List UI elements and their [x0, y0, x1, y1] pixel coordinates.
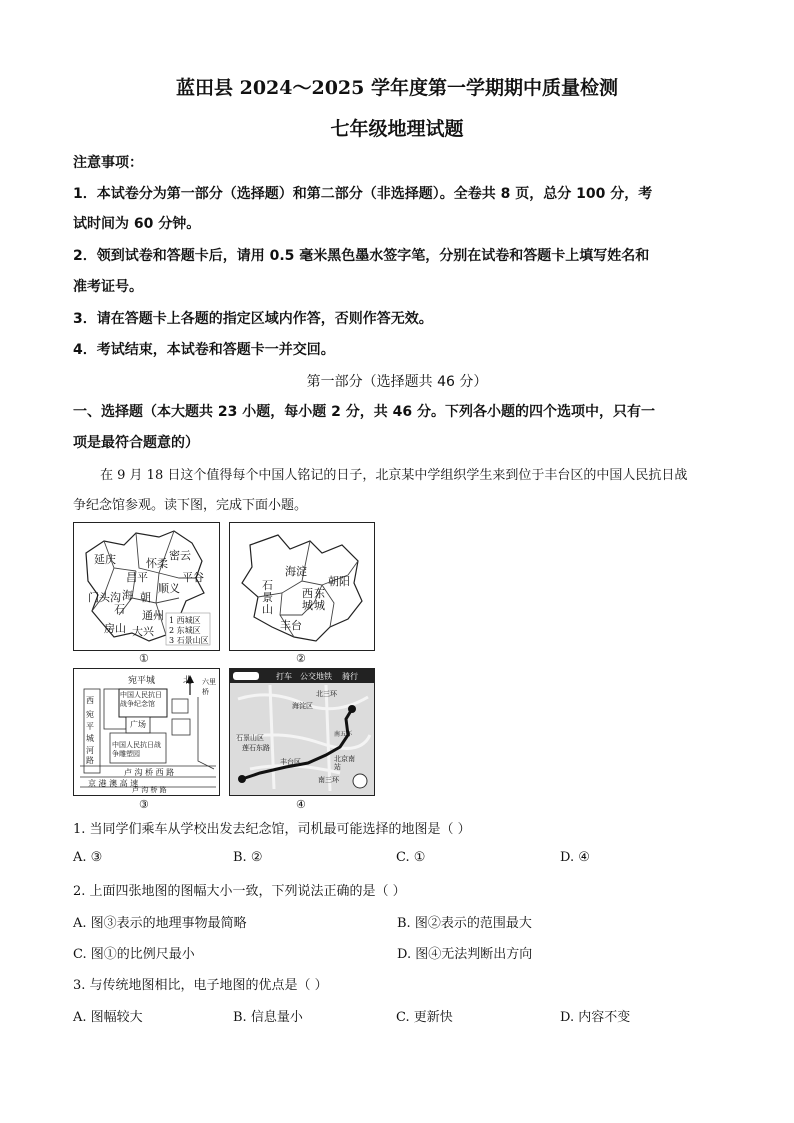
- question-3-stem: 3. 与传统地图相比，电子地图的优点是（ ）: [73, 978, 328, 993]
- question-2-stem: 2. 上面四张地图的图幅大小一致，下列说法正确的是（ ）: [73, 884, 406, 899]
- map-1-caption: ①: [139, 652, 149, 665]
- map1-legend-1: 1 西城区: [169, 616, 201, 625]
- map3-left-char-5: 河: [86, 746, 94, 755]
- map-4-caption: ④: [296, 798, 306, 811]
- map2-label-shi: 石: [262, 579, 273, 592]
- map3-left-char-1: 西: [86, 696, 94, 705]
- map1-label-mentougou: 门头沟: [88, 591, 121, 604]
- map1-legend-2: 2 东城区: [169, 626, 201, 635]
- map4-tab-taxi[interactable]: 打车: [276, 672, 292, 681]
- q2-option-c: C. 图①的比例尺最小: [73, 947, 195, 962]
- map4-label-fengtai: 丰台区: [280, 758, 301, 766]
- map2-label-xi: 西: [302, 587, 313, 600]
- note-1b: 试时间为 60 分钟。: [73, 216, 201, 232]
- map1-legend-3: 3 石景山区: [169, 636, 209, 645]
- map2-label-chaoyang: 朝阳: [328, 575, 350, 588]
- question-1-stem: 1. 当同学们乘车从学校出发去纪念馆，司机最可能选择的地图是（ ）: [73, 822, 471, 837]
- map1-label-daxing: 大兴: [132, 625, 154, 638]
- q1-option-c: C. ①: [396, 850, 426, 865]
- map-3-museum-area: [73, 668, 220, 796]
- part1-title: 第一部分（选择题共 46 分）: [306, 374, 488, 390]
- q2-option-d: D. 图④无法判断出方向: [397, 947, 533, 962]
- map3-left-char-6: 路: [86, 756, 94, 765]
- map3-north-label: 北: [183, 676, 193, 686]
- map2-label-fengtai: 丰台: [280, 619, 302, 632]
- map4-tab-bike[interactable]: 骑行: [342, 672, 358, 681]
- exam-subtitle: 七年级地理试题: [330, 118, 464, 140]
- map3-left-char-4: 城: [86, 734, 94, 743]
- q3-option-c: C. 更新快: [396, 1010, 453, 1025]
- notes-heading: 注意事项：: [73, 155, 143, 171]
- map2-label-shan: 山: [262, 603, 273, 616]
- map-3-caption: ③: [139, 798, 149, 811]
- passage-line-1: 在 9 月 18 日这个值得每个中国人铭记的日子，北京某中学组织学生来到位于丰台区的中国人民抗日战: [100, 468, 688, 483]
- map3-label-wanping: 宛平城: [128, 676, 156, 686]
- map1-label-hai: 海: [122, 589, 133, 602]
- map4-label-shijingshan: 石景山区: [236, 734, 264, 742]
- note-4: 4．考试结束，本试卷和答题卡一并交回。: [73, 342, 335, 358]
- map4-label-south-5th-ring: 南五环: [334, 731, 353, 738]
- map4-label-beijing-south: 北京南站: [334, 755, 355, 771]
- map4-label-lianshi-road: 莲石东路: [242, 744, 270, 752]
- q1-option-d: D. ④: [560, 850, 590, 865]
- map1-label-yanqing: 延庆: [94, 553, 116, 566]
- map4-tab-transit[interactable]: 公交地铁: [300, 672, 332, 681]
- map2-label-jing: 景: [262, 591, 273, 604]
- map3-road-3: 卢 沟 桥 路: [132, 786, 167, 794]
- map1-label-shi: 石: [114, 603, 125, 616]
- note-1a: 1．本试卷分为第一部分（选择题）和第二部分（非选择题）。全卷共 8 页，总分 100 分，考: [73, 186, 653, 202]
- q3-option-d: D. 内容不变: [560, 1010, 631, 1025]
- map4-label-south-3rd-ring: 南三环: [318, 776, 339, 784]
- map3-label-sculpture-park: 中国人民抗日战争雕塑园: [112, 741, 161, 758]
- map3-left-char-2: 宛: [86, 710, 94, 719]
- map1-label-miyun: 密云: [169, 549, 191, 562]
- map-4-electronic-map: [229, 668, 375, 796]
- map4-label-north-3rd-ring: 北三环: [316, 690, 337, 698]
- map1-label-fangshan: 房山: [104, 622, 126, 635]
- map3-label-square: 广场: [130, 720, 146, 729]
- q3-option-a: A. 图幅较大: [73, 1010, 143, 1025]
- q1-option-a: A. ③: [73, 850, 103, 865]
- map-1-beijing-districts: [73, 522, 220, 651]
- map1-label-chao: 朝: [140, 591, 151, 604]
- map2-label-haidian: 海淀: [285, 565, 307, 578]
- note-3: 3．请在答题卡上各题的指定区域内作答，否则作答无效。: [73, 311, 433, 327]
- map1-label-shunyi: 顺义: [158, 582, 180, 595]
- part1-instruction-a: 一、选择题（本大题共 23 小题，每小题 2 分，共 46 分。下列各小题的四个选项中，只有一: [73, 404, 655, 420]
- map1-label-changping: 昌平: [126, 571, 148, 584]
- map3-road-2: 京 港 澳 高 速: [88, 779, 139, 788]
- map3-label-liuliqiao: 六里桥: [202, 678, 216, 696]
- map-2-caption: ②: [296, 652, 306, 665]
- note-2a: 2．领到试卷和答题卡后，请用 0.5 毫米黑色墨水签字笔，分别在试卷和答题卡上填写姓名和: [73, 248, 650, 264]
- map3-label-museum: 中国人民抗日战争纪念馆: [120, 691, 162, 708]
- note-2b: 准考证号。: [73, 279, 143, 295]
- map1-label-tongzhou: 通州: [142, 609, 164, 622]
- map-2-central-districts: [229, 522, 375, 651]
- q1-option-b: B. ②: [233, 850, 263, 865]
- q2-option-b: B. 图②表示的范围最大: [397, 916, 532, 931]
- exam-title: 蓝田县 2024～2025 学年度第一学期期中质量检测: [176, 77, 618, 99]
- q2-option-a: A. 图③表示的地理事物最简略: [73, 916, 247, 931]
- map2-label-cheng1: 城: [302, 599, 313, 612]
- passage-line-2: 争纪念馆参观。读下图，完成下面小题。: [73, 498, 308, 513]
- map3-road-1: 卢 沟 桥 西 路: [124, 768, 175, 777]
- map3-left-char-3: 平: [86, 722, 94, 731]
- map1-label-pinggu: 平谷: [182, 571, 204, 584]
- map2-label-dong: 东: [314, 587, 325, 600]
- part1-instruction-b: 项是最符合题意的）: [73, 435, 199, 451]
- map4-label-haidian: 海淀区: [292, 702, 313, 710]
- q3-option-b: B. 信息量小: [233, 1010, 303, 1025]
- map1-label-huairou: 怀柔: [146, 557, 168, 570]
- map2-label-cheng2: 城: [314, 599, 325, 612]
